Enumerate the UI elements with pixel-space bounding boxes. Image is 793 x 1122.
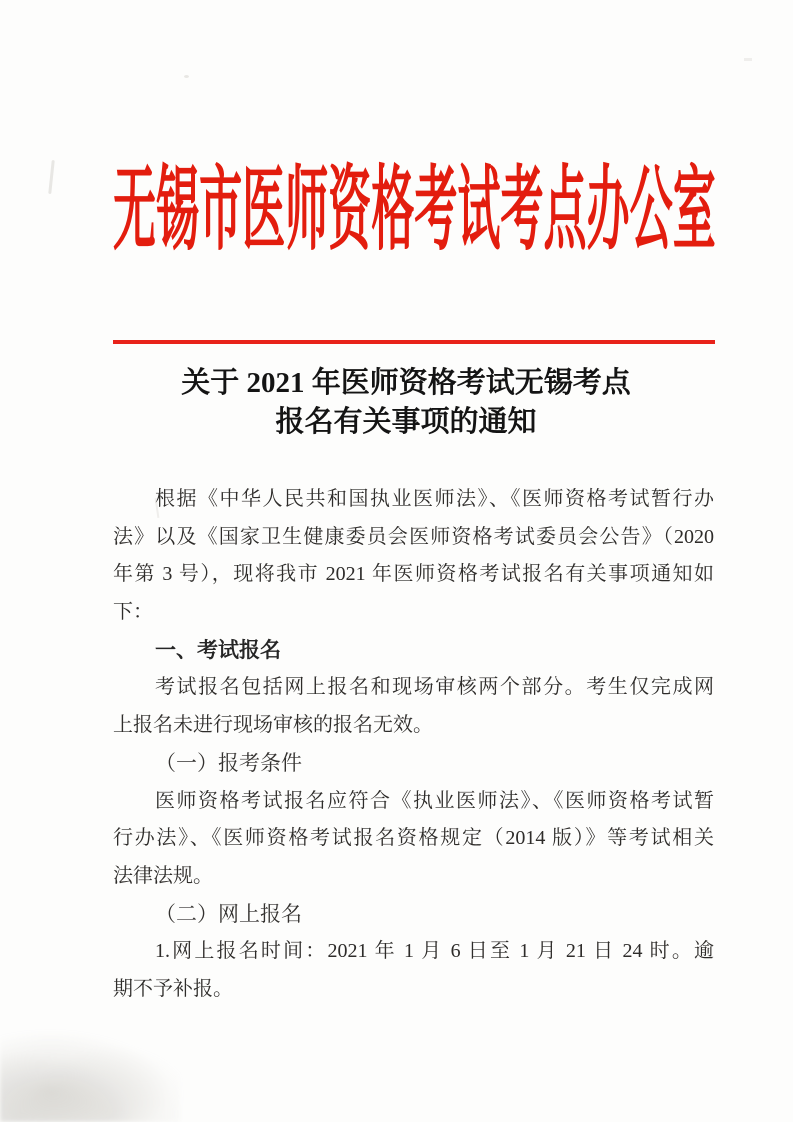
body-line: 1.网上报名时间：2021 年 1 月 6 日至 1 月 21 日 24 时。逾: [155, 940, 714, 963]
document-title-line1: 关于 2021 年医师资格考试无锡考点: [181, 367, 631, 399]
body-line: 法律法规。: [113, 864, 213, 887]
body-line: 下：: [113, 601, 153, 624]
scan-artifact: [184, 75, 189, 78]
subsection-heading: （二）网上报名: [155, 901, 302, 926]
body-line: 年第 3 号），现将我市 2021 年医师资格考试报名有关事项通知如: [113, 563, 714, 586]
body-line: 期不予补报。: [113, 977, 233, 1000]
document-title: [96, 364, 716, 442]
subsection-heading: （一）报考条件: [155, 750, 302, 775]
body-line: 上报名未进行现场审核的报名无效。: [113, 714, 433, 737]
body-line: 医师资格考试报名应符合《执业医师法》、《医师资格考试暂: [155, 789, 714, 812]
body-line: 根据《中华人民共和国执业医师法》、《医师资格考试暂行办: [155, 488, 714, 510]
body-line: 行办法》、《医师资格考试报名资格规定（2014 版）》等考试相关: [113, 827, 714, 850]
body-line: 考试报名包括网上报名和现场审核两个部分。考生仅完成网: [155, 676, 714, 699]
document-title-line2: 报名有关事项的通知: [275, 406, 537, 438]
red-divider-rule: [113, 340, 715, 344]
scan-noise-blob: [0, 1025, 180, 1122]
letterhead-title: 无锡市医师资格考试考点办公室: [113, 159, 716, 261]
body-text: [113, 481, 714, 1009]
body-line: 法》以及《国家卫生健康委员会医师资格考试委员会公告》（2020: [113, 525, 714, 548]
section-heading: 一、考试报名: [155, 638, 281, 662]
scan-artifact: [48, 160, 55, 194]
scan-artifact: [744, 58, 752, 61]
